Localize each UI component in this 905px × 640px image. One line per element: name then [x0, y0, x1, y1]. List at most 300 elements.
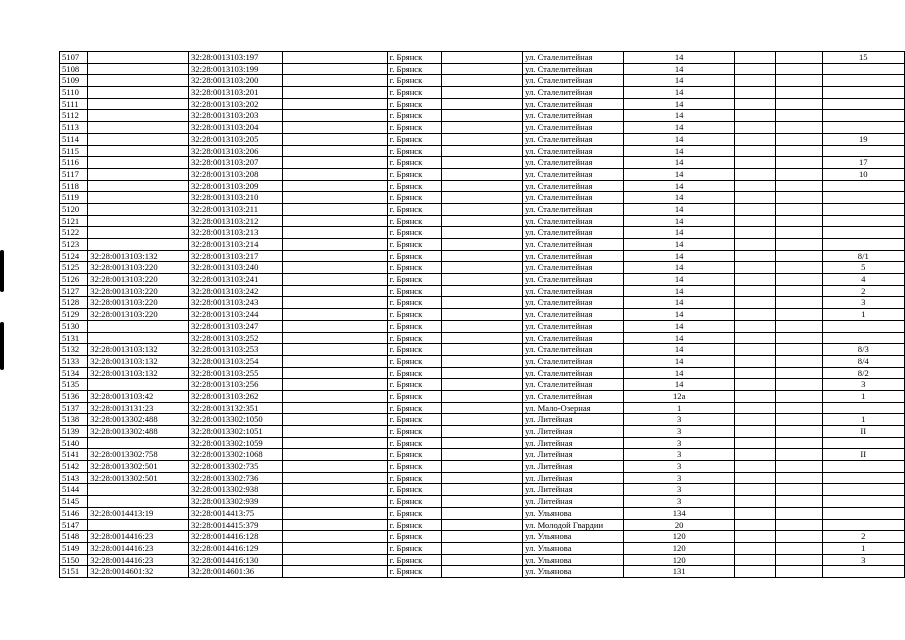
city-cell: г. Брянск — [387, 215, 441, 227]
table-row — [60, 110, 905, 122]
house-number-cell: 14 — [624, 320, 735, 332]
house-number-cell: 14 — [624, 110, 735, 122]
street-cell: ул. Сталелитейная — [523, 180, 624, 192]
blank-cell-c — [735, 75, 776, 87]
blank-cell-a — [283, 461, 388, 473]
cadastral-number-cell: 32:28:0013103:205 — [189, 133, 283, 145]
cadastral-number-cell: 32:28:0013103:210 — [189, 192, 283, 204]
blank-cell-b — [441, 554, 522, 566]
blank-cell-c — [735, 215, 776, 227]
blank-cell-c — [735, 367, 776, 379]
cadastral-number-cell: 32:28:0013302:1050 — [189, 414, 283, 426]
blank-cell-c — [735, 332, 776, 344]
table-row — [60, 180, 905, 192]
house-number-cell: 3 — [624, 437, 735, 449]
parent-cadastral-number-cell — [88, 320, 189, 332]
cadastral-number-cell: 32:28:0013103:208 — [189, 168, 283, 180]
blank-cell-a — [283, 203, 388, 215]
house-number-cell: 14 — [624, 332, 735, 344]
row-number-cell: 5126 — [60, 274, 88, 286]
table-row — [60, 63, 905, 75]
city-cell: г. Брянск — [387, 472, 441, 484]
blank-cell-d — [776, 227, 822, 239]
cadastral-number-cell: 32:28:0013103:243 — [189, 297, 283, 309]
blank-cell-d — [776, 531, 822, 543]
street-cell: ул. Ульянова — [523, 531, 624, 543]
blank-cell-c — [735, 227, 776, 239]
parent-cadastral-number-cell: 32:28:0013103:220 — [88, 274, 189, 286]
parent-cadastral-number-cell — [88, 168, 189, 180]
blank-cell-a — [283, 122, 388, 134]
city-cell: г. Брянск — [387, 98, 441, 110]
house-number-cell: 1 — [624, 402, 735, 414]
house-number-cell: 14 — [624, 203, 735, 215]
blank-cell-c — [735, 203, 776, 215]
blank-cell-b — [441, 390, 522, 402]
city-cell: г. Брянск — [387, 168, 441, 180]
parent-cadastral-number-cell: 32:28:0013103:220 — [88, 309, 189, 321]
row-number-cell: 5123 — [60, 239, 88, 251]
blank-cell-b — [441, 355, 522, 367]
parent-cadastral-number-cell: 32:28:0013131:23 — [88, 402, 189, 414]
blank-cell-b — [441, 250, 522, 262]
city-cell: г. Брянск — [387, 449, 441, 461]
blank-cell-a — [283, 472, 388, 484]
street-cell: ул. Сталелитейная — [523, 63, 624, 75]
cadastral-number-cell: 32:28:0014416:130 — [189, 554, 283, 566]
house-number-cell: 3 — [624, 449, 735, 461]
row-number-cell: 5144 — [60, 484, 88, 496]
apartment-number-cell — [822, 566, 904, 578]
table-row — [60, 250, 905, 262]
parent-cadastral-number-cell: 32:28:0013103:132 — [88, 250, 189, 262]
city-cell: г. Брянск — [387, 414, 441, 426]
house-number-cell: 3 — [624, 472, 735, 484]
apartment-number-cell: 19 — [822, 133, 904, 145]
table-row — [60, 519, 905, 531]
blank-cell-c — [735, 507, 776, 519]
table-row — [60, 87, 905, 99]
apartment-number-cell: 2 — [822, 285, 904, 297]
row-number-cell: 5151 — [60, 566, 88, 578]
apartment-number-cell — [822, 227, 904, 239]
blank-cell-b — [441, 168, 522, 180]
city-cell: г. Брянск — [387, 145, 441, 157]
parent-cadastral-number-cell — [88, 519, 189, 531]
apartment-number-cell: 3 — [822, 297, 904, 309]
street-cell: ул. Сталелитейная — [523, 285, 624, 297]
blank-cell-b — [441, 239, 522, 251]
apartment-number-cell: 4 — [822, 274, 904, 286]
blank-cell-c — [735, 110, 776, 122]
blank-cell-a — [283, 449, 388, 461]
table-row — [60, 133, 905, 145]
house-number-cell: 14 — [624, 122, 735, 134]
parent-cadastral-number-cell: 32:28:0013302:501 — [88, 461, 189, 473]
city-cell: г. Брянск — [387, 192, 441, 204]
blank-cell-b — [441, 110, 522, 122]
blank-cell-d — [776, 309, 822, 321]
blank-cell-d — [776, 239, 822, 251]
row-number-cell: 5115 — [60, 145, 88, 157]
blank-cell-d — [776, 472, 822, 484]
cadastral-number-cell: 32:28:0013302:735 — [189, 461, 283, 473]
city-cell: г. Брянск — [387, 344, 441, 356]
city-cell: г. Брянск — [387, 227, 441, 239]
house-number-cell: 14 — [624, 180, 735, 192]
street-cell: ул. Ульянова — [523, 566, 624, 578]
blank-cell-a — [283, 157, 388, 169]
house-number-cell: 14 — [624, 145, 735, 157]
house-number-cell: 3 — [624, 426, 735, 438]
table-row — [60, 367, 905, 379]
table-row — [60, 285, 905, 297]
blank-cell-d — [776, 52, 822, 64]
street-cell: ул. Литейная — [523, 496, 624, 508]
apartment-number-cell: 17 — [822, 157, 904, 169]
table-row — [60, 227, 905, 239]
blank-cell-c — [735, 496, 776, 508]
blank-cell-b — [441, 274, 522, 286]
parent-cadastral-number-cell: 32:28:0013302:501 — [88, 472, 189, 484]
row-number-cell: 5141 — [60, 449, 88, 461]
parent-cadastral-number-cell — [88, 52, 189, 64]
apartment-number-cell: 2 — [822, 531, 904, 543]
table-row — [60, 355, 905, 367]
table-row — [60, 472, 905, 484]
cadastral-number-cell: 32:28:0013302:938 — [189, 484, 283, 496]
house-number-cell: 20 — [624, 519, 735, 531]
city-cell: г. Брянск — [387, 250, 441, 262]
row-number-cell: 5138 — [60, 414, 88, 426]
cadastral-number-cell: 32:28:0013302:1068 — [189, 449, 283, 461]
house-number-cell: 14 — [624, 274, 735, 286]
table-row — [60, 297, 905, 309]
blank-cell-c — [735, 145, 776, 157]
row-number-cell: 5111 — [60, 98, 88, 110]
row-number-cell: 5122 — [60, 227, 88, 239]
table-row — [60, 157, 905, 169]
blank-cell-b — [441, 332, 522, 344]
row-number-cell: 5125 — [60, 262, 88, 274]
street-cell: ул. Сталелитейная — [523, 227, 624, 239]
house-number-cell: 14 — [624, 239, 735, 251]
blank-cell-d — [776, 274, 822, 286]
street-cell: ул. Литейная — [523, 449, 624, 461]
cadastral-number-cell: 32:28:0013132:351 — [189, 402, 283, 414]
city-cell: г. Брянск — [387, 274, 441, 286]
cadastral-number-cell: 32:28:0014413:75 — [189, 507, 283, 519]
blank-cell-a — [283, 344, 388, 356]
house-number-cell: 14 — [624, 309, 735, 321]
blank-cell-b — [441, 531, 522, 543]
street-cell: ул. Сталелитейная — [523, 192, 624, 204]
blank-cell-b — [441, 414, 522, 426]
street-cell: ул. Сталелитейная — [523, 239, 624, 251]
blank-cell-d — [776, 402, 822, 414]
parent-cadastral-number-cell: 32:28:0014416:23 — [88, 531, 189, 543]
house-number-cell: 14 — [624, 98, 735, 110]
table-row — [60, 192, 905, 204]
blank-cell-a — [283, 332, 388, 344]
blank-cell-b — [441, 566, 522, 578]
blank-cell-b — [441, 133, 522, 145]
blank-cell-c — [735, 98, 776, 110]
apartment-number-cell — [822, 98, 904, 110]
row-number-cell: 5143 — [60, 472, 88, 484]
cadastral-number-cell: 32:28:0013103:213 — [189, 227, 283, 239]
blank-cell-c — [735, 274, 776, 286]
parent-cadastral-number-cell — [88, 239, 189, 251]
register-table-body — [60, 52, 905, 578]
blank-cell-b — [441, 122, 522, 134]
blank-cell-a — [283, 98, 388, 110]
street-cell: ул. Сталелитейная — [523, 332, 624, 344]
blank-cell-c — [735, 262, 776, 274]
street-cell: ул. Сталелитейная — [523, 379, 624, 391]
blank-cell-d — [776, 554, 822, 566]
house-number-cell: 131 — [624, 566, 735, 578]
blank-cell-a — [283, 320, 388, 332]
city-cell: г. Брянск — [387, 554, 441, 566]
blank-cell-a — [283, 75, 388, 87]
house-number-cell: 3 — [624, 484, 735, 496]
blank-cell-d — [776, 320, 822, 332]
apartment-number-cell — [822, 203, 904, 215]
house-number-cell: 134 — [624, 507, 735, 519]
blank-cell-c — [735, 531, 776, 543]
row-number-cell: 5127 — [60, 285, 88, 297]
blank-cell-c — [735, 554, 776, 566]
house-number-cell: 14 — [624, 285, 735, 297]
table-row — [60, 496, 905, 508]
cadastral-number-cell: 32:28:0013103:212 — [189, 215, 283, 227]
blank-cell-d — [776, 461, 822, 473]
table-row — [60, 531, 905, 543]
city-cell: г. Брянск — [387, 484, 441, 496]
apartment-number-cell — [822, 484, 904, 496]
blank-cell-c — [735, 379, 776, 391]
blank-cell-d — [776, 507, 822, 519]
row-number-cell: 5116 — [60, 157, 88, 169]
blank-cell-d — [776, 367, 822, 379]
cadastral-number-cell: 32:28:0013103:202 — [189, 98, 283, 110]
city-cell: г. Брянск — [387, 63, 441, 75]
blank-cell-d — [776, 110, 822, 122]
blank-cell-a — [283, 168, 388, 180]
table-row — [60, 542, 905, 554]
house-number-cell: 14 — [624, 355, 735, 367]
house-number-cell: 14 — [624, 52, 735, 64]
table-row — [60, 309, 905, 321]
apartment-number-cell: 1 — [822, 414, 904, 426]
cadastral-number-cell: 32:28:0014415:379 — [189, 519, 283, 531]
row-number-cell: 5131 — [60, 332, 88, 344]
blank-cell-c — [735, 157, 776, 169]
street-cell: ул. Сталелитейная — [523, 75, 624, 87]
apartment-number-cell — [822, 496, 904, 508]
scan-edge-mark-bottom — [0, 322, 4, 370]
street-cell: ул. Литейная — [523, 414, 624, 426]
street-cell: ул. Сталелитейная — [523, 122, 624, 134]
row-number-cell: 5119 — [60, 192, 88, 204]
blank-cell-c — [735, 87, 776, 99]
blank-cell-d — [776, 355, 822, 367]
blank-cell-c — [735, 519, 776, 531]
city-cell: г. Брянск — [387, 203, 441, 215]
blank-cell-a — [283, 239, 388, 251]
blank-cell-b — [441, 379, 522, 391]
house-number-cell: 120 — [624, 542, 735, 554]
blank-cell-d — [776, 285, 822, 297]
blank-cell-d — [776, 87, 822, 99]
house-number-cell: 14 — [624, 367, 735, 379]
blank-cell-a — [283, 414, 388, 426]
cadastral-number-cell: 32:28:0013103:211 — [189, 203, 283, 215]
cadastral-number-cell: 32:28:0013103:201 — [189, 87, 283, 99]
blank-cell-c — [735, 449, 776, 461]
row-number-cell: 5139 — [60, 426, 88, 438]
cadastral-number-cell: 32:28:0013103:200 — [189, 75, 283, 87]
apartment-number-cell — [822, 192, 904, 204]
blank-cell-d — [776, 496, 822, 508]
blank-cell-d — [776, 414, 822, 426]
house-number-cell: 14 — [624, 75, 735, 87]
house-number-cell: 14 — [624, 87, 735, 99]
blank-cell-c — [735, 437, 776, 449]
blank-cell-c — [735, 344, 776, 356]
blank-cell-a — [283, 542, 388, 554]
street-cell: ул. Литейная — [523, 426, 624, 438]
house-number-cell: 14 — [624, 250, 735, 262]
blank-cell-d — [776, 192, 822, 204]
row-number-cell: 5135 — [60, 379, 88, 391]
blank-cell-c — [735, 390, 776, 402]
city-cell: г. Брянск — [387, 461, 441, 473]
house-number-cell: 3 — [624, 414, 735, 426]
blank-cell-d — [776, 215, 822, 227]
blank-cell-b — [441, 87, 522, 99]
apartment-number-cell: 1 — [822, 309, 904, 321]
house-number-cell: 120 — [624, 554, 735, 566]
blank-cell-d — [776, 297, 822, 309]
house-number-cell: 14 — [624, 192, 735, 204]
table-row — [60, 262, 905, 274]
city-cell: г. Брянск — [387, 390, 441, 402]
table-row — [60, 203, 905, 215]
row-number-cell: 5145 — [60, 496, 88, 508]
city-cell: г. Брянск — [387, 332, 441, 344]
parent-cadastral-number-cell — [88, 192, 189, 204]
parent-cadastral-number-cell — [88, 437, 189, 449]
house-number-cell: 14 — [624, 157, 735, 169]
table-row — [60, 168, 905, 180]
table-row — [60, 414, 905, 426]
city-cell: г. Брянск — [387, 320, 441, 332]
apartment-number-cell — [822, 63, 904, 75]
street-cell: ул. Литейная — [523, 437, 624, 449]
apartment-number-cell: 1 — [822, 390, 904, 402]
parent-cadastral-number-cell: 32:28:0013302:758 — [88, 449, 189, 461]
parent-cadastral-number-cell: 32:28:0013103:220 — [88, 297, 189, 309]
house-number-cell: 14 — [624, 262, 735, 274]
blank-cell-a — [283, 87, 388, 99]
blank-cell-d — [776, 168, 822, 180]
blank-cell-b — [441, 262, 522, 274]
street-cell: ул. Сталелитейная — [523, 320, 624, 332]
cadastral-number-cell: 32:28:0013103:255 — [189, 367, 283, 379]
city-cell: г. Брянск — [387, 507, 441, 519]
blank-cell-d — [776, 250, 822, 262]
city-cell: г. Брянск — [387, 426, 441, 438]
blank-cell-b — [441, 192, 522, 204]
table-row — [60, 461, 905, 473]
apartment-number-cell — [822, 239, 904, 251]
apartment-number-cell — [822, 519, 904, 531]
row-number-cell: 5110 — [60, 87, 88, 99]
cadastral-number-cell: 32:28:0013103:207 — [189, 157, 283, 169]
house-number-cell: 14 — [624, 215, 735, 227]
table-row — [60, 507, 905, 519]
apartment-number-cell — [822, 122, 904, 134]
house-number-cell: 14 — [624, 227, 735, 239]
blank-cell-d — [776, 344, 822, 356]
apartment-number-cell: 8/4 — [822, 355, 904, 367]
row-number-cell: 5132 — [60, 344, 88, 356]
apartment-number-cell: II — [822, 426, 904, 438]
street-cell: ул. Сталелитейная — [523, 110, 624, 122]
blank-cell-a — [283, 566, 388, 578]
blank-cell-b — [441, 203, 522, 215]
blank-cell-c — [735, 239, 776, 251]
blank-cell-c — [735, 133, 776, 145]
blank-cell-c — [735, 484, 776, 496]
parent-cadastral-number-cell — [88, 87, 189, 99]
blank-cell-b — [441, 145, 522, 157]
apartment-number-cell: 8/1 — [822, 250, 904, 262]
blank-cell-d — [776, 484, 822, 496]
cadastral-number-cell: 32:28:0013103:204 — [189, 122, 283, 134]
blank-cell-a — [283, 262, 388, 274]
blank-cell-b — [441, 542, 522, 554]
blank-cell-d — [776, 180, 822, 192]
table-row — [60, 145, 905, 157]
parent-cadastral-number-cell: 32:28:0013103:220 — [88, 262, 189, 274]
blank-cell-c — [735, 250, 776, 262]
parent-cadastral-number-cell — [88, 98, 189, 110]
apartment-number-cell — [822, 402, 904, 414]
street-cell: ул. Сталелитейная — [523, 262, 624, 274]
blank-cell-d — [776, 122, 822, 134]
blank-cell-b — [441, 52, 522, 64]
parent-cadastral-number-cell — [88, 332, 189, 344]
blank-cell-b — [441, 426, 522, 438]
street-cell: ул. Сталелитейная — [523, 157, 624, 169]
city-cell: г. Брянск — [387, 87, 441, 99]
parent-cadastral-number-cell — [88, 379, 189, 391]
row-number-cell: 5140 — [60, 437, 88, 449]
blank-cell-a — [283, 192, 388, 204]
blank-cell-c — [735, 472, 776, 484]
row-number-cell: 5124 — [60, 250, 88, 262]
blank-cell-c — [735, 285, 776, 297]
city-cell: г. Брянск — [387, 402, 441, 414]
street-cell: ул. Ульянова — [523, 542, 624, 554]
blank-cell-b — [441, 309, 522, 321]
blank-cell-c — [735, 355, 776, 367]
street-cell: ул. Молодой Гвардии — [523, 519, 624, 531]
city-cell: г. Брянск — [387, 379, 441, 391]
